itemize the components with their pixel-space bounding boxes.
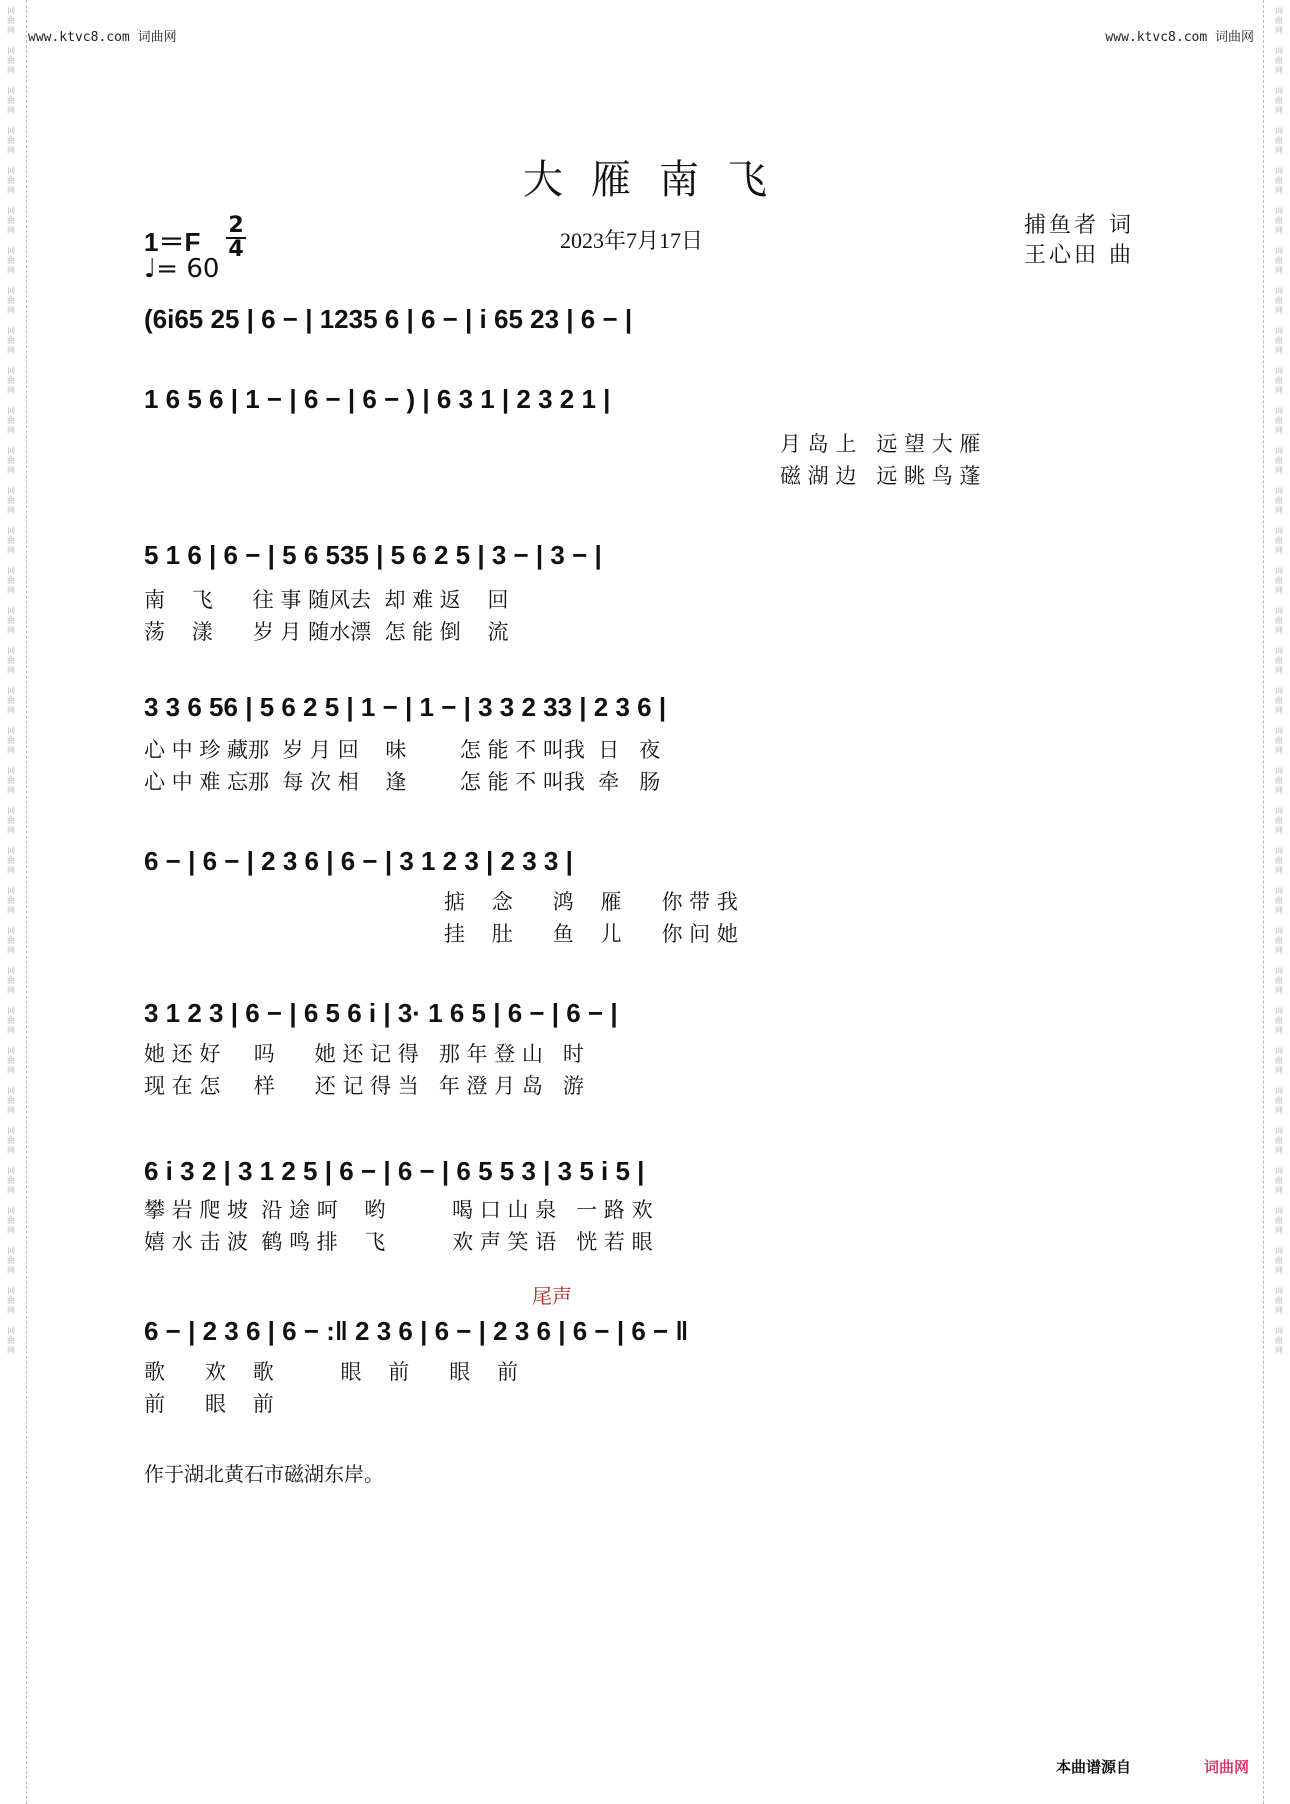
notation-line: 3 1 2 3 | 6 − | 6 5 6 i | 3· 1 6 5 | 6 − | 6 − |	[144, 998, 618, 1028]
lyricist-credit: 捕鱼者 词	[1024, 213, 1134, 238]
time-signature	[226, 213, 246, 262]
source-label: 本曲谱源自	[1056, 1758, 1132, 1776]
song-title: 大雁南飞	[523, 157, 795, 203]
composition-note: 作于湖北黄石市磁湖东岸。	[144, 1462, 384, 1486]
lyrics-verse-1: 攀 岩 爬 坡 沿 途 呵 哟 喝 口 山 泉 一 路 欢	[144, 1198, 653, 1222]
lyrics-verse-1: 掂 念 鸿 雁 你 带 我	[444, 890, 738, 914]
lyrics-verse-2: 前 眼 前	[144, 1392, 274, 1416]
lyrics-verse-1: 歌 欢 歌 眼 前 眼 前	[144, 1360, 518, 1384]
score-system-6	[144, 998, 1150, 1108]
score-system-3	[144, 540, 1150, 650]
header-url-right[interactable]: www.ktvc8.com 词曲网	[1105, 30, 1254, 45]
score-system-1	[144, 304, 1150, 354]
notation-line: (6i65 25 | 6 − | 1235 6 | 6 − | i 65 23 | 6 − |	[144, 304, 633, 334]
score-system-4	[144, 692, 1150, 802]
lyrics-verse-2: 心 中 难 忘那 每 次 相 逢 怎 能 不 叫我 牵 肠	[144, 770, 661, 794]
key-signature: 1＝F	[144, 227, 201, 257]
lyrics-verse-2: 挂 肚 鱼 儿 你 问 她	[444, 922, 738, 946]
notation-line: 1 6 5 6 | 1 − | 6 − | 6 − ) | 6 3 1 | 2 3 2 1 |	[144, 384, 611, 414]
right-margin-watermark: 词曲网 词曲网 词曲网 词曲网 词曲网 词曲网 词曲网 词曲网 词曲网 词曲网 词曲网 词曲网 词曲网 词曲网 词曲网 词曲网 词曲网 词曲网 词曲网 词曲网 词曲网 词曲网 词曲网 词曲网 词曲网 词曲网 词曲网 词曲网 词曲网 词曲网 词曲网 词曲网 词曲网 词曲网	[1275, 6, 1283, 1355]
notation-line: 6 − | 2 3 6 | 6 − :‖ 2 3 6 | 6 − | 2 3 6 | 6 − | 6 − ‖	[144, 1316, 689, 1346]
lyrics-verse-1: 心 中 珍 藏那 岁 月 回 味 怎 能 不 叫我 日 夜	[144, 738, 661, 762]
lyrics-verse-2: 现 在 怎 样 还 记 得 当 年 澄 月 岛 游	[144, 1074, 584, 1098]
notation-line: 6 i 3 2 | 3 1 2 5 | 6 − | 6 − | 6 5 5 3 | 3 5 i 5 |	[144, 1156, 645, 1186]
composer-credit: 王心田 曲	[1024, 243, 1134, 268]
composition-date: 2023年7月17日	[560, 228, 704, 253]
notation-line: 6 − | 6 − | 2 3 6 | 6 − | 3 1 2 3 | 2 3 3 |	[144, 846, 573, 876]
notation-line: 5 1 6 | 6 − | 5 6 535 | 5 6 2 5 | 3 − | 3 − |	[144, 540, 602, 570]
time-signature-bottom: 4	[228, 237, 244, 262]
score-system-7	[144, 1156, 1150, 1266]
coda-label: 尾声	[532, 1284, 572, 1308]
score-system-5	[144, 846, 1150, 956]
left-page-border	[26, 0, 28, 1804]
tempo-value: = 60	[156, 254, 220, 284]
score-system-2	[144, 384, 1150, 494]
header-url-left[interactable]: www.ktvc8.com 词曲网	[28, 30, 177, 45]
source-site-link[interactable]: 词曲网	[1204, 1758, 1250, 1776]
time-signature-top: 2	[228, 213, 244, 238]
lyrics-verse-2: 磁 湖 边 远 眺 鸟 蓬	[780, 464, 981, 488]
tempo-marking	[144, 254, 219, 284]
lyrics-verse-2: 嬉 水 击 波 鹤 鸣 排 飞 欢 声 笑 语 恍 若 眼	[144, 1230, 653, 1254]
quarter-note-icon: ♩	[144, 254, 157, 284]
lyrics-verse-1: 南 飞 往 事 随风去 却 难 返 回	[144, 588, 509, 612]
notation-line: 3 3 6 56 | 5 6 2 5 | 1 − | 1 − | 3 3 2 33 | 2 3 6 |	[144, 692, 667, 722]
lyrics-verse-1: 她 还 好 吗 她 还 记 得 那 年 登 山 时	[144, 1042, 584, 1066]
score-system-8	[144, 1280, 1150, 1420]
lyrics-verse-2: 荡 漾 岁 月 随水漂 怎 能 倒 流	[144, 620, 509, 644]
lyrics-verse-1: 月 岛 上 远 望 大 雁	[780, 432, 981, 456]
left-margin-watermark: 词曲网 词曲网 词曲网 词曲网 词曲网 词曲网 词曲网 词曲网 词曲网 词曲网 词曲网 词曲网 词曲网 词曲网 词曲网 词曲网 词曲网 词曲网 词曲网 词曲网 词曲网 词曲网 词曲网 词曲网 词曲网 词曲网 词曲网 词曲网 词曲网 词曲网 词曲网 词曲网 词曲网 词曲网	[7, 6, 15, 1355]
right-page-border	[1263, 0, 1265, 1804]
